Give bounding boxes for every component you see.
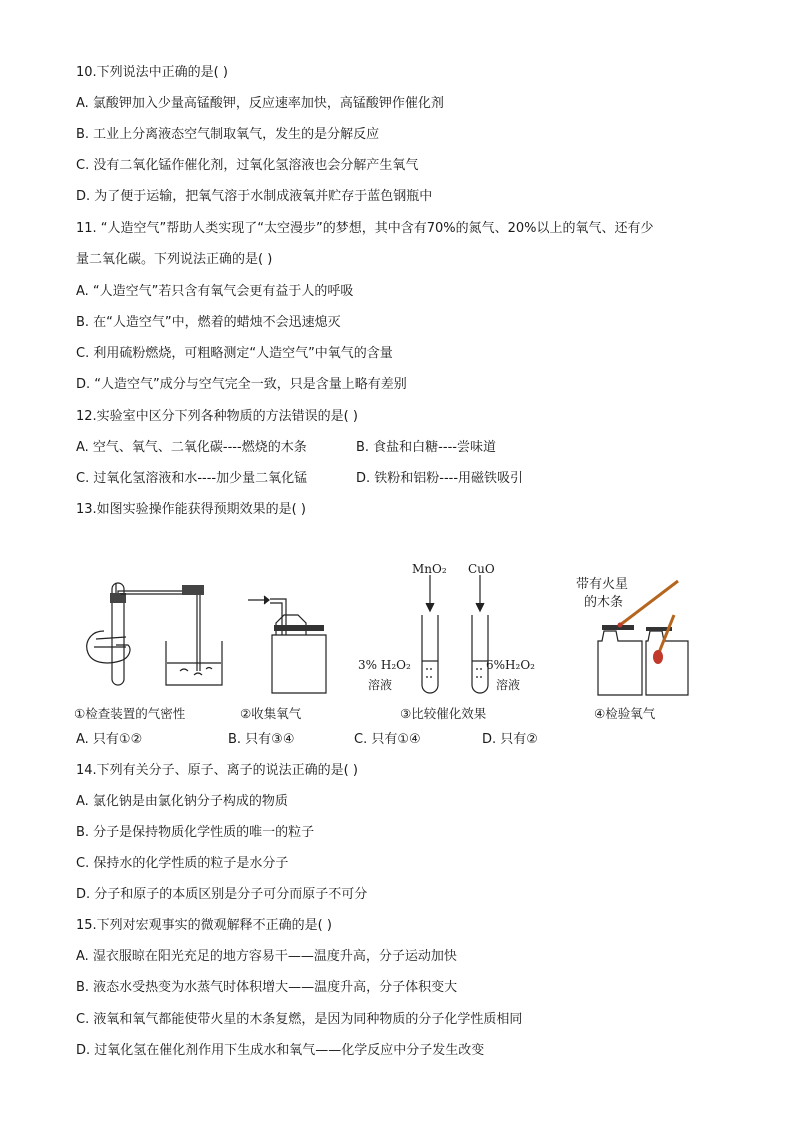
q15-option-b[interactable]: B. 液态水受热变为水蒸气时体积增大——温度升高，分子体积变大 <box>76 980 458 995</box>
left-solution-label: 溶液 <box>368 678 393 692</box>
q15-option-d[interactable]: D. 过氧化氢在催化剂作用下生成水和氧气——化学反应中分子发生改变 <box>76 1043 485 1058</box>
catalyst-comparison-tubes-icon <box>422 575 488 693</box>
cuo-label: CuO <box>468 562 495 576</box>
q12-option-c[interactable]: C. 过氧化氢溶液和水----加少量二氧化锰 <box>76 471 308 486</box>
q12-stem: 12.实验室中区分下列各种物质的方法错误的是( ) <box>76 409 358 424</box>
q10-option-c[interactable]: C. 没有二氧化锰作催化剂，过氧化氢溶液也会分解产生氧气 <box>76 158 419 173</box>
q10-option-d[interactable]: D. 为了便于运输，把氧气溶于水制成液氧并贮存于蓝色钢瓶中 <box>76 189 433 204</box>
q12-options-row1 <box>76 439 716 457</box>
q12-options-row2 <box>76 470 716 488</box>
caption-compare-catalyst: ③比较催化效果 <box>400 706 487 721</box>
glowing-splint-label-line2: 的木条 <box>584 595 624 610</box>
q14-option-c[interactable]: C. 保持水的化学性质的粒子是水分子 <box>76 856 289 871</box>
q14-stem: 14.下列有关分子、原子、离子的说法正确的是( ) <box>76 763 358 778</box>
mno2-label: MnO₂ <box>412 562 447 576</box>
q13-stem: 13.如图实验操作能获得预期效果的是( ) <box>76 502 306 517</box>
q11-option-b[interactable]: B. 在“人造空气”中，燃着的蜡烛不会迅速熄灭 <box>76 315 341 330</box>
q14-option-a[interactable]: A. 氯化钠是由氯化钠分子构成的物质 <box>76 794 288 809</box>
q10-option-a[interactable]: A. 氯酸钾加入少量高锰酸钾，反应速率加快，高锰酸钾作催化剂 <box>76 96 444 111</box>
airtightness-apparatus-icon <box>87 583 222 685</box>
q11-option-d[interactable]: D. “人造空气”成分与空气完全一致，只是含量上略有差别 <box>76 377 407 392</box>
gas-collection-bottle-icon <box>248 596 326 693</box>
q11-option-c[interactable]: C. 利用硫粉燃烧，可粗略测定“人造空气”中氧气的含量 <box>76 346 393 361</box>
q15-option-c[interactable]: C. 液氧和氧气都能使带火星的木条复燃，是因为同种物质的分子化学性质相同 <box>76 1012 523 1027</box>
q10-option-b[interactable]: B. 工业上分离液态空气制取氧气，发生的是分解反应 <box>76 127 380 142</box>
q14-option-d[interactable]: D. 分子和原子的本质区别是分子可分而原子不可分 <box>76 887 368 902</box>
q13-option-a[interactable]: A. 只有①② <box>76 732 143 747</box>
q15-option-a[interactable]: A. 湿衣服晾在阳光充足的地方容易干——温度升高，分子运动加快 <box>76 949 457 964</box>
q12-option-a[interactable]: A. 空气、氧气、二氧化碳----燃烧的木条 <box>76 440 307 455</box>
q11-stem-line2: 量二氧化碳。下列说法正确的是( ) <box>76 252 273 267</box>
q13-option-b[interactable]: B. 只有③④ <box>228 732 295 747</box>
q11-option-a[interactable]: A. “人造空气”若只含有氧气会更有益于人的呼吸 <box>76 284 354 299</box>
q12-option-b[interactable]: B. 食盐和白糖----尝味道 <box>356 440 496 455</box>
q14-option-b[interactable]: B. 分子是保持物质化学性质的唯一的粒子 <box>76 825 315 840</box>
caption-test-oxygen: ④检验氧气 <box>594 706 656 721</box>
right-solution-label: 溶液 <box>496 678 521 692</box>
right-h2o2-concentration: 6%H₂O₂ <box>486 658 535 672</box>
q12-option-d[interactable]: D. 铁粉和铝粉----用磁铁吸引 <box>356 471 524 486</box>
q15-stem: 15.下列对宏观事实的微观解释不正确的是( ) <box>76 918 332 933</box>
q11-stem-line1: 11. “人造空气”帮助人类实现了“太空漫步”的梦想，其中含有70%的氮气、20%以上的氧气、还有少 <box>76 221 654 236</box>
left-h2o2-concentration: 3% H₂O₂ <box>358 658 411 672</box>
caption-collect-oxygen: ②收集氧气 <box>240 706 302 721</box>
q10-stem: 10.下列说法中正确的是( ) <box>76 65 228 80</box>
caption-airtightness: ①检查装置的气密性 <box>74 706 186 721</box>
q13-options-row <box>76 731 716 749</box>
q13-option-d[interactable]: D. 只有② <box>482 732 538 747</box>
q13-experiment-figure <box>70 553 710 725</box>
q13-option-c[interactable]: C. 只有①④ <box>354 732 421 747</box>
glowing-splint-label-line1: 带有火星 <box>576 577 629 592</box>
